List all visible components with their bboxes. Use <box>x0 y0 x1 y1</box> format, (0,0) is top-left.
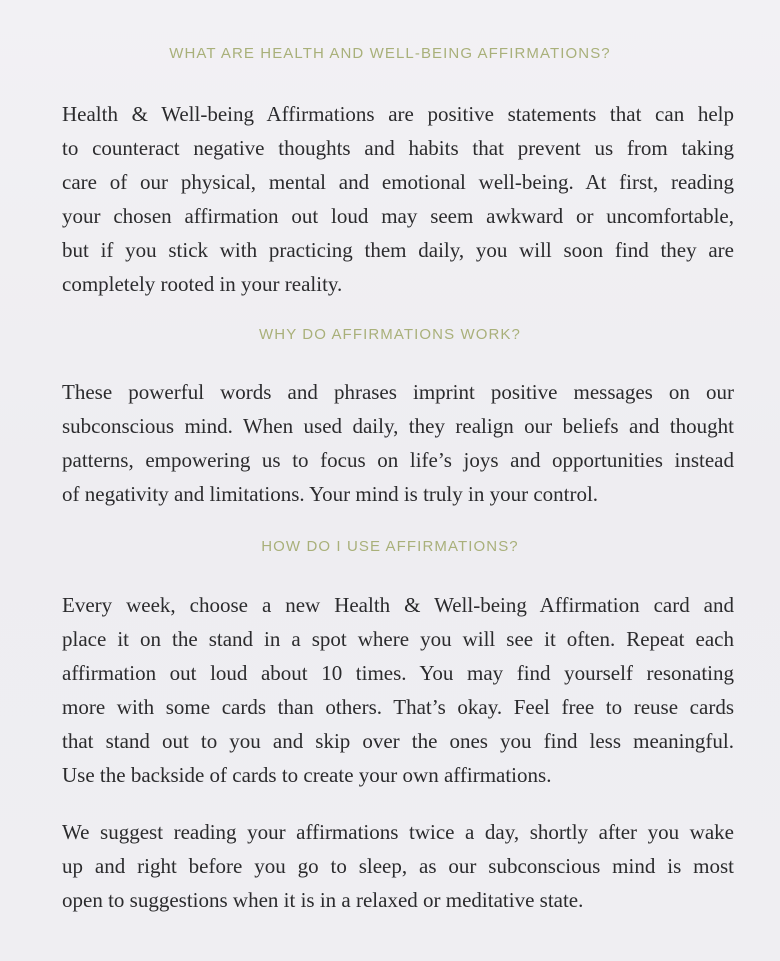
section-heading-why-affirmations-work: WHY DO AFFIRMATIONS WORK? <box>259 326 521 343</box>
text-line: care of our physical, mental and emotional well-being. At first, reading <box>62 170 734 194</box>
text-line: open to suggestions when it is in a relaxed or meditative state. <box>62 888 584 912</box>
text-line: Every week, choose a new Health & Well-being Affirmation card and <box>62 593 734 617</box>
paragraph-why-affirmations-work <box>62 375 734 511</box>
section-heading-how-to-use-affirmations: HOW DO I USE AFFIRMATIONS? <box>261 538 519 555</box>
paragraph-when-to-read-affirmations <box>62 815 734 917</box>
text-line: that stand out to you and skip over the ones you find less meaningful. <box>62 729 734 753</box>
text-line: more with some cards than others. That’s okay. Feel free to reuse cards <box>62 695 734 719</box>
text-line: to counteract negative thoughts and habits that prevent us from taking <box>62 136 734 160</box>
text-line: place it on the stand in a spot where you will see it often. Repeat each <box>62 627 734 651</box>
text-line: affirmation out loud about 10 times. You may find yourself resonating <box>62 661 734 685</box>
section-heading-what-are-affirmations: WHAT ARE HEALTH AND WELL-BEING AFFIRMATIONS? <box>169 45 611 62</box>
text-line: We suggest reading your affirmations twice a day, shortly after you wake <box>62 820 734 844</box>
paragraph-what-are-affirmations <box>62 97 734 301</box>
paragraph-how-to-use-affirmations <box>62 588 734 792</box>
text-line: patterns, empowering us to focus on life’s joys and opportunities instead <box>62 448 734 472</box>
text-line: up and right before you go to sleep, as our subconscious mind is most <box>62 854 734 878</box>
text-line: but if you stick with practicing them daily, you will soon find they are <box>62 238 734 262</box>
text-line: your chosen affirmation out loud may seem awkward or uncomfortable, <box>62 204 734 228</box>
text-line: of negativity and limitations. Your mind is truly in your control. <box>62 482 599 506</box>
text-line: subconscious mind. When used daily, they realign our beliefs and thought <box>62 414 734 438</box>
text-line: These powerful words and phrases imprint positive messages on our <box>62 380 734 404</box>
text-line: completely rooted in your reality. <box>62 272 343 296</box>
text-line: Use the backside of cards to create your own affirmations. <box>62 763 552 787</box>
text-line: Health & Well-being Affirmations are positive statements that can help <box>62 102 734 126</box>
